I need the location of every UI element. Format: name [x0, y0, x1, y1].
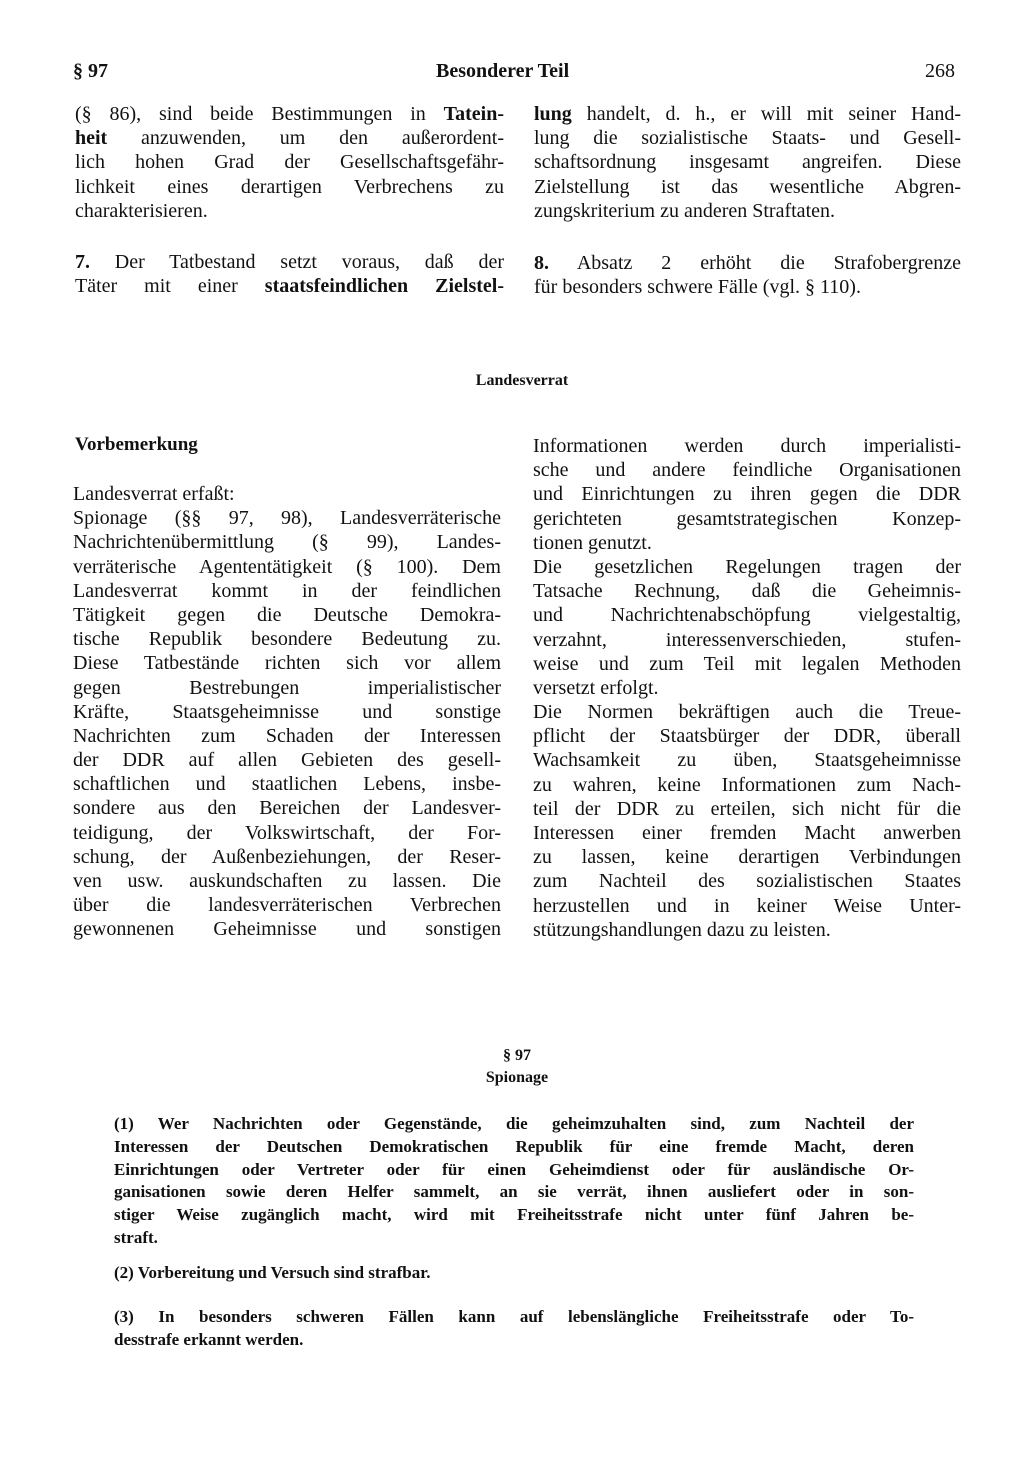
law-absatz-1: [114, 1113, 914, 1250]
text-line: Diese Tatbestände richten sich vor allem: [73, 652, 501, 675]
text-line: über die landesverräterischen Verbrechen: [73, 894, 501, 917]
text-line: gewonnenen Geheimnisse und sonstigen: [73, 918, 501, 941]
text-line: Tatsache Rechnung, daß die Geheimnis-: [533, 580, 961, 603]
text-line: Nachrichten zum Schaden der Interessen: [73, 724, 501, 747]
paragraph-number: § 97: [503, 1047, 531, 1064]
text-line: zum Nachteil des sozialistischen Staates: [533, 870, 961, 893]
text-line: schaftsordnung insgesamt angreifen. Diese: [534, 151, 961, 174]
text-line: lung die sozialistische Staats- und Gesell-: [534, 127, 961, 150]
text-line: teil der DDR zu erteilen, sich nicht für die: [533, 797, 961, 820]
text-line: stützungshandlungen dazu zu leisten.: [533, 918, 831, 941]
text-line: Kräfte, Staatsgeheimnisse und sonstige: [73, 700, 501, 723]
text-line: Interessen der Deutschen Demokratischen Republik für eine fremde Macht, deren: [114, 1136, 914, 1156]
text-line: Einrichtungen oder Vertreter oder für einen Geheimdienst oder für ausländische Or-: [114, 1159, 914, 1179]
text-line: Landesverrat erfaßt:: [73, 483, 235, 505]
law-absatz-3: [114, 1306, 914, 1352]
text-line: verzahnt, interessenverschieden, stufen-: [533, 628, 961, 651]
page-number: 268: [925, 60, 955, 82]
text-line: zu lassen, keine derartigen Verbindungen: [533, 846, 961, 869]
text-line: Die gesetzlichen Regelungen tragen der: [533, 555, 961, 578]
text-line: gerichteten gesamtstrategischen Konzep-: [533, 507, 961, 530]
header-section: § 97: [73, 60, 108, 82]
text-line: zu wahren, keine Informationen zum Nach-: [533, 773, 961, 796]
text-line: versetzt erfolgt.: [533, 676, 659, 699]
text-line: schung, der Außenbeziehungen, der Reser-: [73, 845, 501, 868]
text-line: ganisationen sowie deren Helfer sammelt, an sie verrät, ihnen ausliefert oder in son-: [114, 1182, 914, 1202]
text-line: charakterisieren.: [75, 199, 208, 222]
text-line: lung handelt, d. h., er will mit seiner Hand-: [534, 103, 961, 125]
text-line: lich hohen Grad der Gesellschaftsgefähr-: [75, 151, 504, 174]
text-line: stiger Weise zugänglich macht, wird mit Freiheitsstrafe nicht unter fünf Jahren be-: [114, 1205, 914, 1225]
text-line: tionen genutzt.: [533, 531, 652, 554]
text-line: gegen Bestrebungen imperialistischer: [73, 676, 501, 699]
text-line: desstrafe erkannt werden.: [114, 1329, 304, 1349]
text-line: sche und andere feindliche Organisationen: [533, 459, 961, 482]
text-line: zungskriterium zu anderen Straftaten.: [534, 199, 835, 222]
text-line: Zielstellung ist das wesentliche Abgren-: [534, 175, 961, 198]
text-line: Informationen werden durch imperialisti-: [533, 435, 961, 457]
text-line: und Nachrichtenabschöpfung vielgestaltig,: [533, 604, 961, 627]
text-line: (1) Wer Nachrichten oder Gegenstände, die geheimzuhalten sind, zum Nachteil der: [114, 1114, 914, 1133]
paragraph-8: [534, 251, 961, 299]
top-right-column: [534, 102, 961, 223]
section-heading-landesverrat: Landesverrat: [475, 372, 569, 389]
text-line: Interessen einer fremden Macht anwerben: [533, 822, 961, 844]
text-line: Die Normen bekräftigen auch die Treue-: [533, 701, 961, 724]
text-line: 7. Der Tatbestand setzt voraus, daß der: [75, 251, 504, 273]
text-line: weise und zum Teil mit legalen Methoden: [533, 652, 961, 675]
text-line: der DDR auf allen Gebieten des gesell-: [73, 749, 501, 772]
text-line: (§ 86), sind beide Bestimmungen in Tatein-: [75, 103, 504, 125]
text-line: pflicht der Staatsbürger der DDR, überall: [533, 725, 961, 748]
text-line: verräterische Agententätigkeit (§ 100). Dem: [73, 555, 501, 578]
text-line: (3) In besonders schweren Fällen kann auf lebenslängliche Freiheitsstrafe oder To-: [114, 1307, 914, 1326]
text-line: Tätigkeit gegen die Deutsche Demokra-: [73, 603, 501, 626]
text-line: straft.: [114, 1227, 158, 1247]
text-line: und Einrichtungen zu ihren gegen die DDR: [533, 483, 961, 506]
vorbemerkung-left-column: [73, 482, 501, 942]
text-line: lichkeit eines derartigen Verbrechens zu: [75, 175, 504, 198]
text-line: tische Republik besondere Bedeutung zu.: [73, 628, 501, 651]
text-line: ven usw. auskundschaften zu lassen. Die: [73, 870, 501, 892]
paragraph-7: [75, 250, 504, 298]
header-title: Besonderer Teil: [436, 60, 570, 82]
text-line: heit anzuwenden, um den außerordent-: [75, 127, 504, 150]
text-line: Spionage (§§ 97, 98), Landesverräterische: [73, 507, 501, 530]
text-line: teidigung, der Volkswirtschaft, der For-: [73, 821, 501, 844]
subheading-vorbemerkung: Vorbemerkung: [75, 434, 198, 455]
vorbemerkung-right-column: [533, 434, 961, 942]
text-line: schaftlichen und staatlichen Lebens, insbe-: [73, 773, 501, 796]
text-line: Wachsamkeit zu üben, Staatsgeheimnisse: [533, 749, 961, 772]
law-absatz-2: (2) Vorbereitung und Versuch sind strafbar.: [114, 1263, 431, 1282]
text-line: für besonders schwere Fälle (vgl. § 110).: [534, 276, 861, 299]
text-line: 8. Absatz 2 erhöht die Strafobergrenze: [534, 252, 961, 274]
text-line: Landesverrat kommt in der feindlichen: [73, 579, 501, 602]
text-line: Nachrichtenübermittlung (§ 99), Landes-: [73, 531, 501, 554]
text-line: herzustellen und in keiner Weise Unter-: [533, 894, 961, 917]
top-left-column: [75, 102, 504, 223]
text-line: sondere aus den Bereichen der Landesver-: [73, 797, 501, 820]
paragraph-title: Spionage: [485, 1069, 549, 1086]
text-line: Täter mit einer staatsfeindlichen Zielstel-: [75, 275, 504, 298]
